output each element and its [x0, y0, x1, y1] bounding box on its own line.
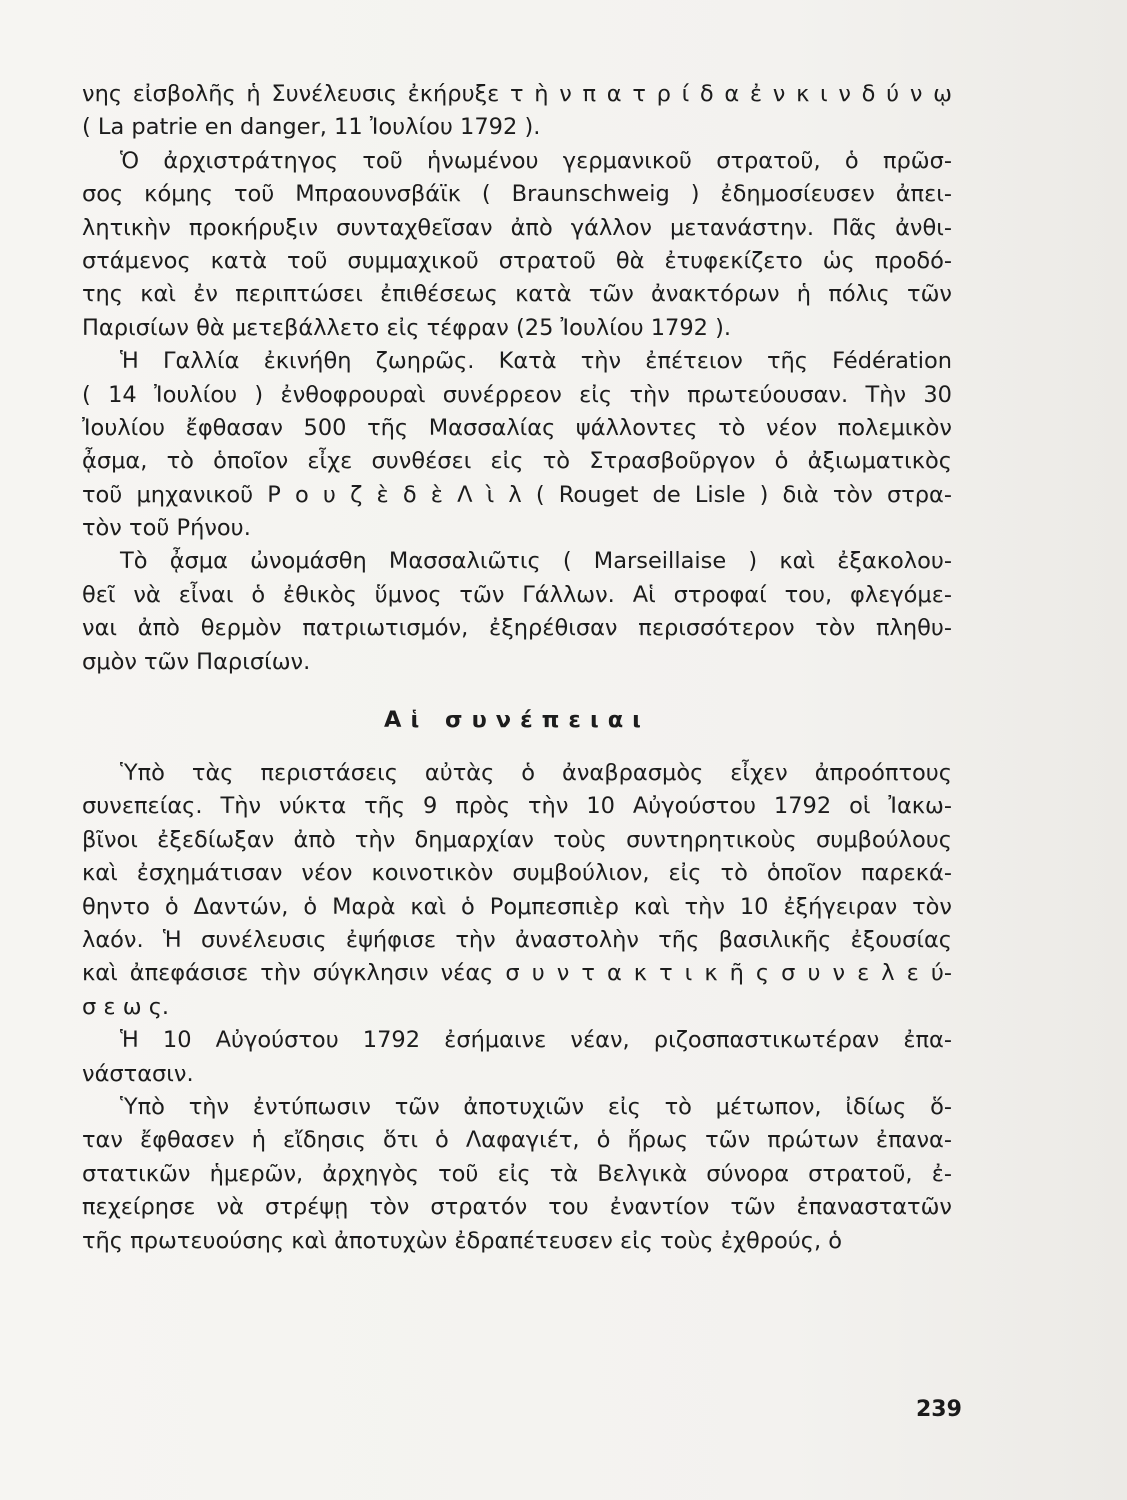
- page-number: 239: [916, 1397, 962, 1422]
- text-line: Ἡ 10 Αὐγούστου 1792 ἐσήμαινε νέαν, ριζοσπαστικωτέραν ἐπα-: [120, 1027, 952, 1054]
- text-line: Τὸ ᾆσμα ὠνομάσθη Μασσαλιῶτις ( Marseillaise ) καὶ ἐξακολου-: [120, 548, 952, 575]
- text-line: θηντο ὁ Δαντών, ὁ Μαρὰ καὶ ὁ Ρομπεσπιὲρ καὶ τὴν 10 ἐξήγειραν τὸν: [82, 893, 952, 920]
- text-line: ( 14 Ἰουλίου ) ἐνθοφρουραὶ συνέρρεον εἰς τὴν πρωτεύουσαν. Τὴν 30: [82, 381, 952, 408]
- text-line: στάμενος κατὰ τοῦ συμμαχικοῦ στρατοῦ θὰ ἐτυφεκίζετο ὡς προδό-: [82, 247, 952, 274]
- text-line: τοῦ μηχανικοῦ Ρ ο υ ζ ὲ δ ὲ Λ ὶ λ ( Rouget de Lisle ) διὰ τὸν στρα-: [82, 481, 952, 508]
- paragraph-lafayette: [82, 1091, 952, 1258]
- section-heading: Αἱ συνέπειαι: [384, 707, 650, 734]
- text-line: ( La patrie en danger, 11 Ἰουλίου 1792 ).: [82, 114, 541, 141]
- text-line: σ ε ω ς.: [82, 993, 170, 1020]
- text-line: τὸν τοῦ Ρήνου.: [82, 515, 251, 542]
- text-line: στατικῶν ἡμερῶν, ἀρχηγὸς τοῦ εἰς τὰ Βελγικὰ σύνορα στρατοῦ, ἐ-: [82, 1160, 952, 1187]
- paragraph-brunswick: [82, 145, 952, 345]
- text-line: τῆς πρωτευούσης καὶ ἀποτυχὼν ἐδραπέτευσεν εἰς τοὺς ἐχθρούς, ὁ: [82, 1227, 843, 1254]
- text-block: [82, 78, 952, 1258]
- text-line: σμὸν τῶν Παρισίων.: [82, 648, 311, 675]
- paragraph-august-10: [82, 1024, 952, 1091]
- text-line: ᾆσμα, τὸ ὁποῖον εἶχε συνθέσει εἰς τὸ Στρασβοῦργον ὁ ἀξιωματικὸς: [82, 448, 952, 475]
- text-line: Ὁ ἀρχιστράτηγος τοῦ ἡνωμένου γερμανικοῦ στρατοῦ, ὁ πρῶσ-: [120, 147, 952, 174]
- text-line: συνεπείας. Τὴν νύκτα τῆς 9 πρὸς τὴν 10 Αὐγούστου 1792 οἱ Ἰακω-: [82, 793, 952, 820]
- text-line: ναι ἀπὸ θερμὸν πατριωτισμόν, ἐξηρέθισαν περισσότερον τὸν πληθυ-: [82, 615, 952, 642]
- text-line: Ὑπὸ τὴν ἐντύπωσιν τῶν ἀποτυχιῶν εἰς τὸ μέτωπον, ἰδίως ὅ-: [120, 1093, 952, 1120]
- text-line: Ἰουλίου ἔφθασαν 500 τῆς Μασσαλίας ψάλλοντες τὸ νέον πολεμικὸν: [82, 414, 952, 441]
- text-line: καὶ ἀπεφάσισε τὴν σύγκλησιν νέας σ υ ν τ α κ τ ι κ ῆ ς σ υ ν ε λ ε ύ-: [82, 960, 952, 987]
- text-line: βῖνοι ἐξεδίωξαν ἀπὸ τὴν δημαρχίαν τοὺς συντηρητικοὺς συμβούλους: [82, 826, 952, 853]
- text-line: νάστασιν.: [82, 1060, 194, 1087]
- section-after-heading: [82, 757, 952, 1258]
- paragraph-marseillaise: [82, 545, 952, 679]
- paragraph-intro: [82, 78, 952, 145]
- text-line: Ἡ Γαλλία ἐκινήθη ζωηρῶς. Κατὰ τὴν ἐπέτειον τῆς Fédération: [120, 348, 952, 375]
- text-line: λαόν. Ἡ συνέλευσις ἐψήφισε τὴν ἀναστολὴν τῆς βασιλικῆς ἐξουσίας: [82, 926, 952, 953]
- paragraph-federation: [82, 345, 952, 545]
- text-line: πεχείρησε νὰ στρέψῃ τὸν στρατόν του ἐναντίον τῶν ἐπαναστατῶν: [82, 1194, 952, 1221]
- text-line: καὶ ἐσχημάτισαν νέον κοινοτικὸν συμβούλιον, εἰς τὸ ὁποῖον παρεκά-: [82, 860, 952, 887]
- text-line: Ὑπὸ τὰς περιστάσεις αὐτὰς ὁ ἀναβρασμὸς εἶχεν ἀπροόπτους: [120, 760, 952, 787]
- text-line: νης εἰσβολῆς ἡ Συνέλευσις ἐκήρυξε τ ὴ ν π α τ ρ ί δ α ἐ ν κ ι ν δ ύ ν ῳ: [82, 81, 952, 107]
- text-line: της καὶ ἐν περιπτώσει ἐπιθέσεως κατὰ τῶν ἀνακτόρων ἡ πόλις τῶν: [82, 281, 952, 308]
- text-line: ταν ἔφθασεν ἡ εἴδησις ὅτι ὁ Λαφαγιέτ, ὁ ἥρως τῶν πρώτων ἐπανα-: [82, 1127, 952, 1154]
- text-line: Παρισίων θὰ μετεβάλλετο εἰς τέφραν (25 Ἰουλίου 1792 ).: [82, 314, 732, 341]
- text-line: σος κόμης τοῦ Μπραουνσβάϊκ ( Braunschweig ) ἐδημοσίευσεν ἀπει-: [82, 181, 952, 208]
- paragraph-consequences: [82, 757, 952, 1024]
- text-line: θεῖ νὰ εἶναι ὁ ἐθικὸς ὕμνος τῶν Γάλλων. Αἱ στροφαί του, φλεγόμε-: [82, 581, 952, 608]
- section-before-heading: [82, 78, 952, 679]
- text-line: λητικὴν προκήρυξιν συνταχθεῖσαν ἀπὸ γάλλον μετανάστην. Πᾶς ἀνθι-: [82, 214, 952, 241]
